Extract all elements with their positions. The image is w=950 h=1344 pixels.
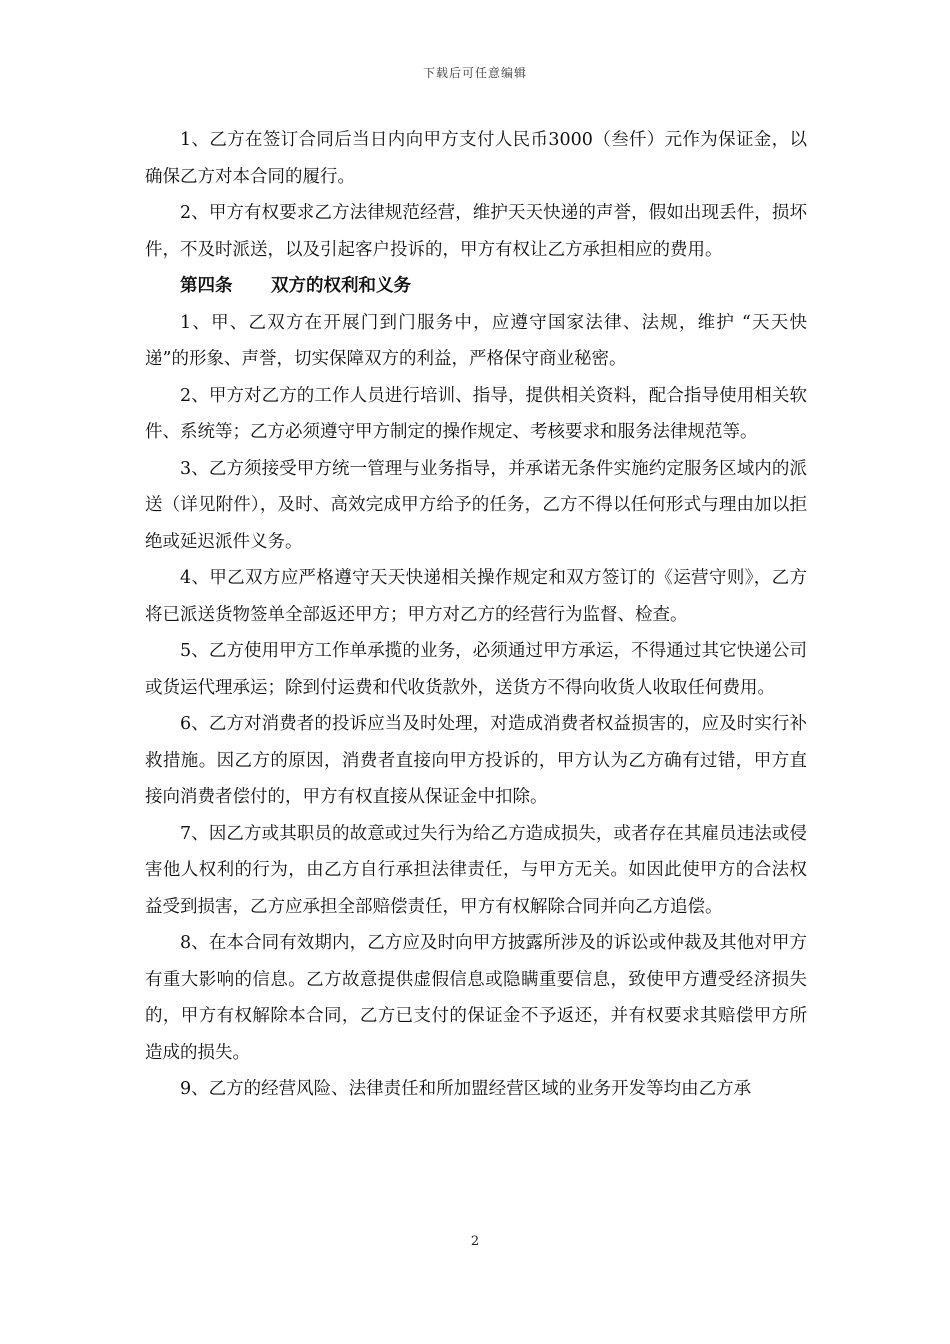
- clause-6: 6、乙方对消费者的投诉应当及时处理，对造成消费者权益损害的，应及时实行补救措施。因乙方的原因，消费者直接向甲方投诉的，甲方认为乙方确有过错，甲方直接向消费者偿付的，甲方有权直接从保证金中扣除。: [145, 714, 807, 807]
- clause-2: 2、甲方对乙方的工作人员进行培训、指导，提供相关资料，配合指导使用相关软件、系统等；乙方必须遵守甲方制定的操作规定、考核要求和服务法律规范等。: [145, 385, 807, 442]
- clause-7: 7、因乙方或其职员的故意或过失行为给乙方造成损失，或者存在其雇员违法或侵害他人权利的行为，由乙方自行承担法律责任，与甲方无关。如因此使甲方的合法权益受到损害，乙方应承担全部赔偿责任，甲方有权解除合同并向乙方追偿。: [145, 823, 807, 917]
- page-number: 2: [470, 1234, 480, 1249]
- document-body: [145, 122, 807, 1108]
- section-number: 第四条: [180, 276, 233, 296]
- section-title: 双方的权利和义务: [271, 276, 411, 296]
- clause-1: 1、甲、乙双方在开展门到门服务中，应遵守国家法律、法规，维护 “天天快递”的形象、声誉，切实保障双方的利益，严格保守商业秘密。: [145, 312, 807, 369]
- section-heading: [145, 268, 807, 305]
- paragraph-reputation: 2、甲方有权要求乙方法律规范经营，维护天天快递的声誉，假如出现丢件，损坏件，不及时派送，以及引起客户投诉的，甲方有权让乙方承担相应的费用。: [145, 203, 807, 260]
- clause-4: 4、甲乙双方应严格遵守天天快递相关操作规定和双方签订的《运营守则》，乙方将已派送货物签单全部返还甲方；甲方对乙方的经营行为监督、检查。: [145, 568, 807, 625]
- clause-9: 9、乙方的经营风险、法律责任和所加盟经营区域的业务开发等均由乙方承: [180, 1079, 752, 1099]
- page-header: 下载后可任意编辑: [422, 66, 527, 80]
- clause-3: 3、乙方须接受甲方统一管理与业务指导，并承诺无条件实施约定服务区域内的派送（详见附件），及时、高效完成甲方给予的任务，乙方不得以任何形式与理由加以拒绝或延迟派件义务。: [145, 458, 807, 552]
- clause-8: 8、在本合同有效期内，乙方应及时向甲方披露所涉及的诉讼或仲裁及其他对甲方有重大影响的信息。乙方故意提供虚假信息或隐瞒重要信息，致使甲方遭受经济损失的，甲方有权解除本合同，乙方已支付的保证金不予返还，并有权要求其赔偿甲方所造成的损失。: [145, 933, 807, 1063]
- clause-5: 5、乙方使用甲方工作单承揽的业务，必须通过甲方承运，不得通过其它快递公司或货运代理承运；除到付运费和代收货款外，送货方不得向收货人收取任何费用。: [145, 641, 807, 698]
- paragraph-deposit: 1、乙方在签订合同后当日内向甲方支付人民币3000（叁仟）元作为保证金，以确保乙方对本合同的履行。: [145, 130, 807, 187]
